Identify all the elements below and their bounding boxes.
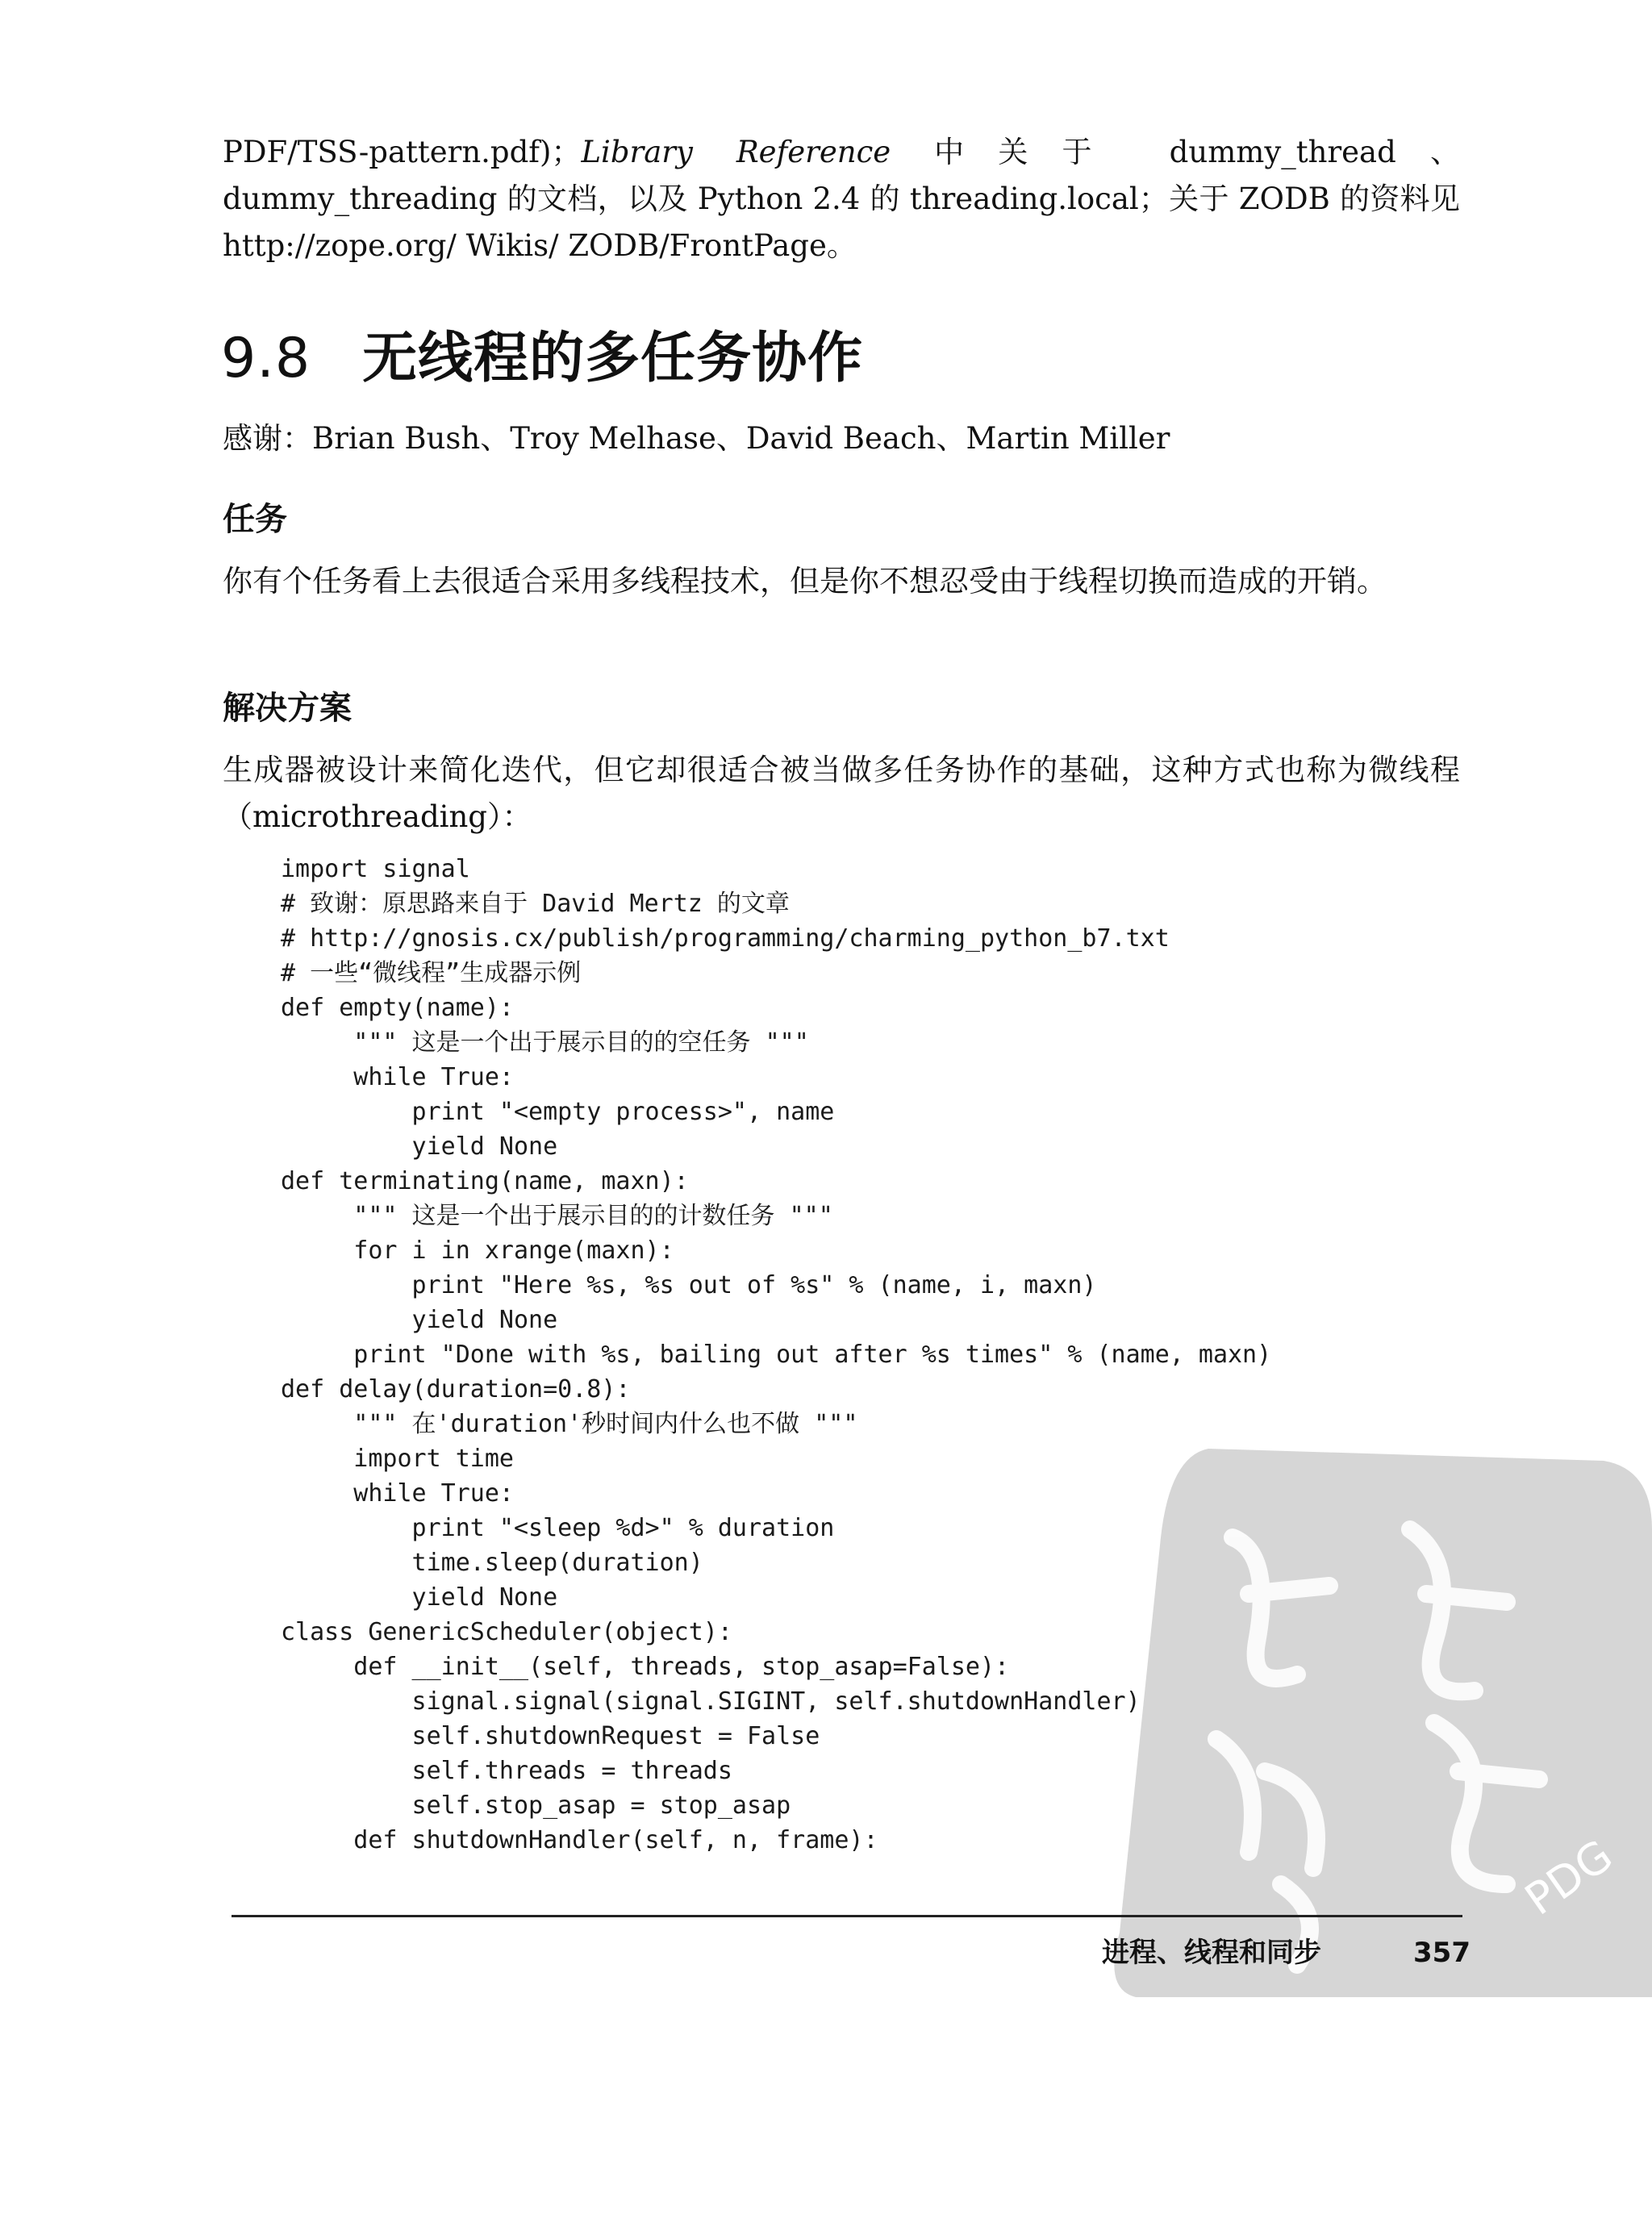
footer-rule [232,1915,1462,1917]
code-listing: import signal # 致谢：原思路来自于 David Mertz 的文章 # http://gnosis.cx/publish/programming/charming_python_b7.txt # 一些“微线程”生成器示例 def empty(name): """ 这是一个出于展示目的的空任务 """ while True: print "<empty process>", name yield None def terminating(name, maxn): """ 这是一个出于展示目的的计数任务 """ for i in xrange(maxn): print "Here %s, %s out of %s" % (name, i, maxn) yield None print "Done with %s, bailing out after %s times" % (name, maxn) def delay(duration=0.8): """ 在'duration'秒时间内什么也不做 """ import time while True: print "<sleep %d>" % duration time.sleep(duration) yield None class GenericScheduler(object): def __init__(self, threads, stop_asap=False): signal.signal(signal.SIGINT, self.shutdownHandler) self.shutdownRequest = False self.threads = threads self.stop_asap = stop_asap def shutdownHandler(self, n, frame): [281,855,1272,1854]
section-title: 无线程的多任务协作 [362,327,864,390]
intro-paragraph [223,129,1460,269]
solution-heading: 解决方案 [223,690,352,727]
section-heading [221,323,863,395]
section-number: 9.8 [221,327,311,390]
watermark-text: PDG [1516,1829,1622,1925]
footer-chapter-title: 进程、线程和同步 [1102,1937,1321,1969]
intro-text-1: PDF/TSS-pattern.pdf)； [223,135,582,169]
intro-text-2: 中关于 dummy_thread、dummy_threading 的文档，以及 Python 2.4 的 threading.local；关于 ZODB 的资料见 http://zope.org/ Wikis/ ZODB/FrontPage。 [223,135,1460,263]
task-heading: 任务 [223,501,287,538]
library-reference-title: Library Reference [581,135,891,169]
solution-paragraph: 生成器被设计来简化迭代，但它却很适合被当做多任务协作的基础，这种方式也称为微线程（microthreading）： [223,753,1460,834]
task-paragraph: 你有个任务看上去很适合采用多线程技术，但是你不想忍受由于线程切换而造成的开销。 [223,564,1387,598]
page-number: 357 [1413,1937,1471,1969]
acknowledgements: 感谢：Brian Bush、Troy Melhase、David Beach、Martin Miller [223,421,1170,456]
pdg-watermark-stamp [1087,1433,1652,1997]
